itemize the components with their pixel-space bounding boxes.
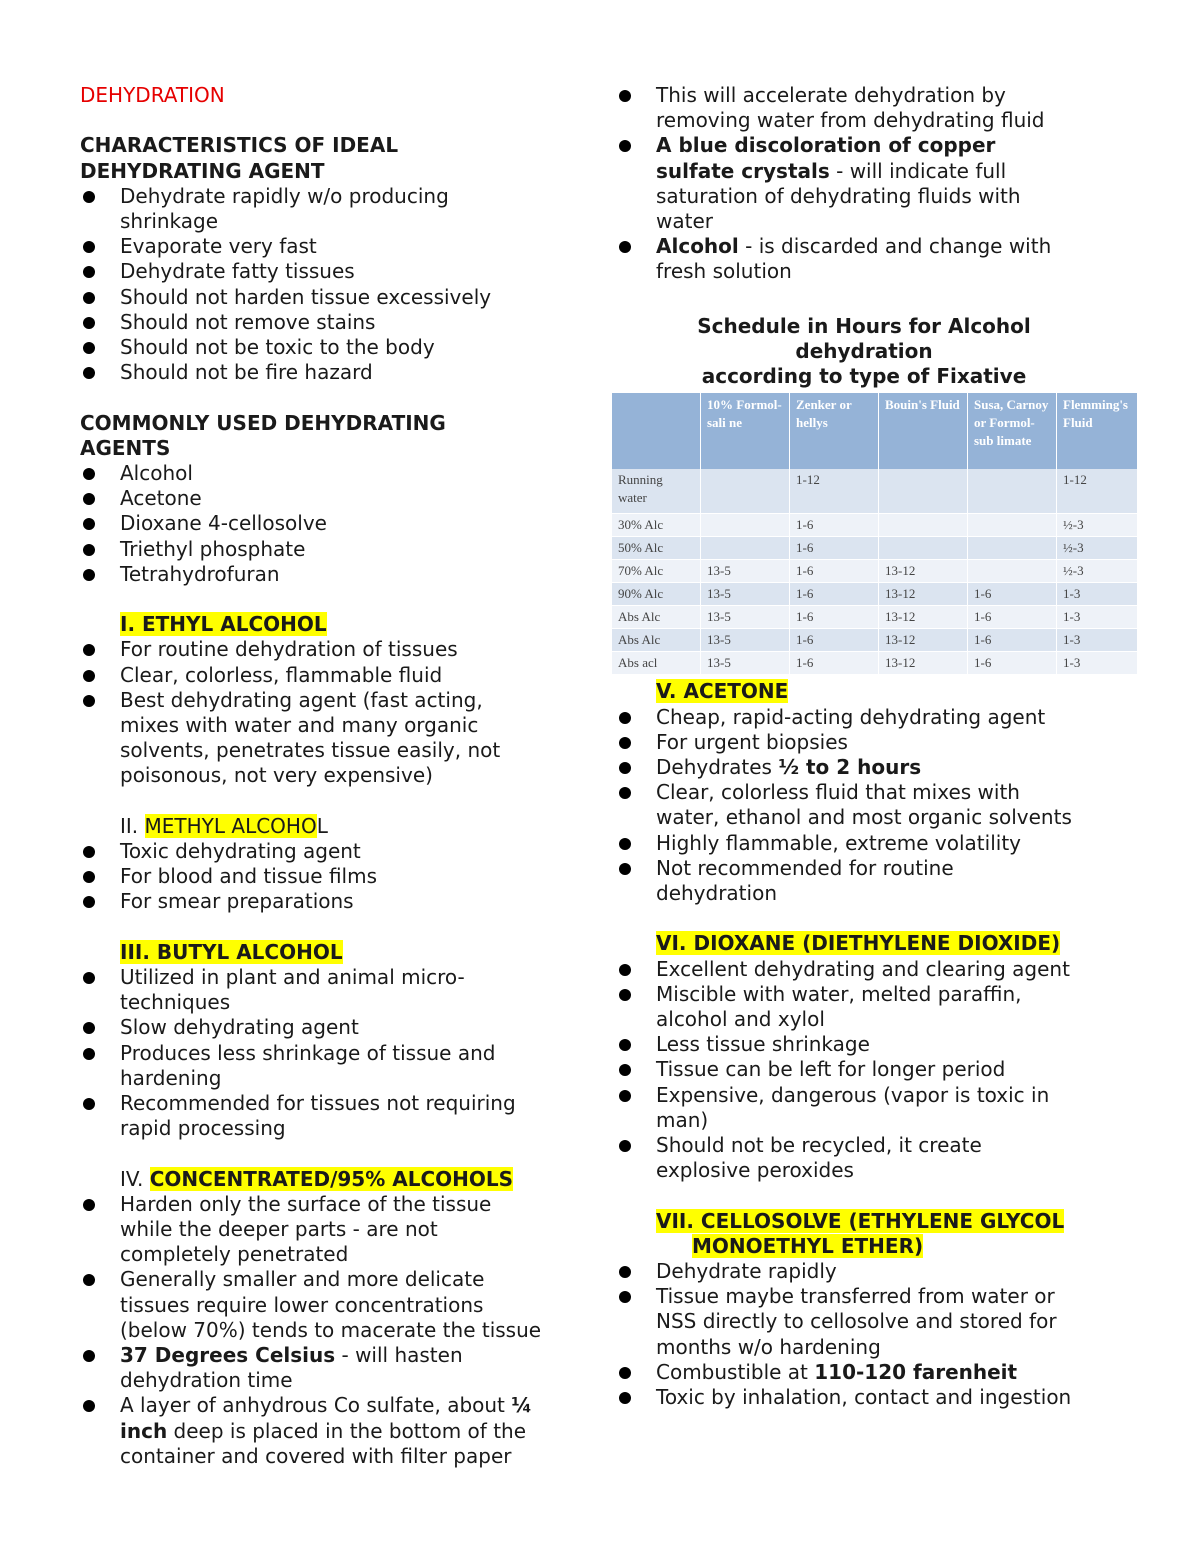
list-item: Tissue can be left for longer period [616,1057,1156,1082]
cellosolve-title: VII. CELLOSOLVE (ETHYLENE GLYCOL MONOETHYL ETHER) [656,1208,1065,1258]
table-cell: 13-12 [879,629,968,652]
ideal-agent-heading-line2: DEHYDRATING AGENT [80,158,325,183]
column-header: Flemming's Fluid [1057,393,1138,469]
table-row [612,560,1138,583]
table-cell: Abs Alc [612,606,701,629]
common-agents-list [80,461,590,587]
list-item: For urgent biopsies [616,730,1156,755]
acetone-title: V. ACETONE [656,679,789,704]
table-row [612,629,1138,652]
right-column [616,83,1156,1410]
list-item: Clear, colorless fluid that mixes with water, ethanol and most organic solvents [616,780,1156,830]
ideal-agent-heading-line1: CHARACTERISTICS OF IDEAL [80,133,399,158]
document-title: DEHYDRATION [80,83,225,107]
table-cell: 13-12 [879,583,968,606]
column-header: Susa, Carnoy or Formol-sub limate [968,393,1057,469]
list-item: For blood and tissue films [80,864,590,889]
table-header-row [612,393,1138,469]
list-item: Dehydrates ½ to 2 hours [616,755,1156,780]
table-title: Schedule in Hours for Alcohol dehydration according to type of Fixative [697,313,1031,389]
list-item: Slow dehydrating agent [80,1015,590,1040]
list-item: Miscible with water, melted paraffin, alcohol and xylol [616,982,1156,1032]
list-item: A blue discoloration of copper sulfate crystals - will indicate full saturation of dehydrating fluids with water [616,133,1156,234]
list-item: Highly flammable, extreme volatility [616,831,1156,856]
table-cell: 1-6 [968,629,1057,652]
list-item: This will accelerate dehydration by removing water from dehydrating fluid [616,83,1156,133]
table-cell [968,514,1057,537]
dehydration-notes-list [616,83,1156,285]
list-item: Produces less shrinkage of tissue and hardening [80,1041,590,1091]
table-cell: 1-6 [790,583,879,606]
list-item: Cheap, rapid-acting dehydrating agent [616,705,1156,730]
list-item: For routine dehydration of tissues [80,637,590,662]
table-cell: 30% Alc [612,514,701,537]
table-cell: ½-3 [1057,537,1138,560]
table-cell: 1-6 [790,652,879,675]
common-agents-heading-line2: AGENTS [80,435,171,460]
list-item: Alcohol - is discarded and change with fresh solution [616,234,1156,284]
column-header: Zenker or hellys [790,393,879,469]
table-cell: 70% Alc [612,560,701,583]
table-cell: 13-5 [701,606,790,629]
list-item: Dioxane 4-cellosolve [80,511,590,536]
list-item: For smear preparations [80,889,590,914]
list-item: A layer of anhydrous Co sulfate, about ¼ inch deep is placed in the bottom of the container and covered with filter paper [80,1393,590,1469]
list-item: Alcohol [80,461,590,486]
list-item: Combustible at 110-120 farenheit [616,1360,1156,1385]
table-cell: 1-6 [968,606,1057,629]
table-cell: 13-12 [879,652,968,675]
table-row [612,537,1138,560]
list-item: Evaporate very fast [80,234,590,259]
table-cell: 1-6 [968,583,1057,606]
list-item: Clear, colorless, flammable fluid [80,663,590,688]
list-item: Dehydrate fatty tissues [80,259,590,284]
table-cell: 13-5 [701,583,790,606]
list-item: Should not be fire hazard [80,360,590,385]
table-cell: 1-3 [1057,652,1138,675]
table-cell: 1-6 [790,629,879,652]
list-item: Recommended for tissues not requiring rapid processing [80,1091,590,1141]
table-row [612,469,1138,514]
list-item: Should not remove stains [80,310,590,335]
left-column [80,83,590,1469]
table-cell: ½-3 [1057,560,1138,583]
table-cell [701,537,790,560]
table-cell [879,469,968,514]
butyl-alcohol-title: III. BUTYL ALCOHOL [120,939,343,964]
table-row [612,606,1138,629]
table-cell: 1-3 [1057,629,1138,652]
table-cell [968,537,1057,560]
dioxane-title: VI. DIOXANE (DIETHYLENE DIOXIDE) [656,931,1061,956]
common-agents-heading-line1: COMMONLY USED DEHYDRATING [80,410,446,435]
list-item: Expensive, dangerous (vapor is toxic in man) [616,1083,1156,1133]
concentrated-alcohols-title: IV. CONCENTRATED/95% ALCOHOLS [120,1166,514,1191]
list-item: Not recommended for routine dehydration [616,856,1156,906]
list-item: 37 Degrees Celsius - will hasten dehydration time [80,1343,590,1393]
list-item: Dehydrate rapidly w/o producing shrinkage [80,184,590,234]
table-cell: 1-6 [968,652,1057,675]
list-item: Harden only the surface of the tissue while the deeper parts - are not completely penetrated [80,1192,590,1268]
list-item: Utilized in plant and animal micro- techniques [80,965,590,1015]
methyl-alcohol-list [80,839,590,915]
list-item: Toxic by inhalation, contact and ingestion [616,1385,1156,1410]
table-cell: 1-6 [790,537,879,560]
concentrated-alcohols-list [80,1192,590,1469]
table-cell [968,560,1057,583]
table-cell [879,514,968,537]
table-cell: 1-6 [790,514,879,537]
methyl-alcohol-title: II. METHYL ALCOHOL [120,813,328,838]
list-item: Less tissue shrinkage [616,1032,1156,1057]
table-cell: Running water [612,469,701,514]
table-cell: 1-3 [1057,583,1138,606]
table-cell [701,514,790,537]
ethyl-alcohol-title: I. ETHYL ALCOHOL [120,612,327,637]
cellosolve-list [616,1259,1156,1410]
ethyl-alcohol-list [80,637,590,788]
table-row [612,514,1138,537]
table-row [612,583,1138,606]
table-cell: 50% Alc [612,537,701,560]
schedule-table [612,393,1138,675]
table-cell: 1-6 [790,606,879,629]
table-cell: 13-12 [879,606,968,629]
table-cell: 13-12 [879,560,968,583]
table-cell [879,537,968,560]
dioxane-list [616,957,1156,1184]
list-item: Should not be recycled, it create explosive peroxides [616,1133,1156,1183]
list-item: Toxic dehydrating agent [80,839,590,864]
list-item: Triethyl phosphate [80,537,590,562]
table-cell: 13-5 [701,629,790,652]
table-cell: 1-3 [1057,606,1138,629]
table-cell: 13-5 [701,560,790,583]
list-item: Should not harden tissue excessively [80,285,590,310]
list-item: Best dehydrating agent (fast acting, mixes with water and many organic solvents, penetrates tissue easily, not poisonous, not very expensive) [80,688,590,789]
table-cell: 1-6 [790,560,879,583]
table-cell: ½-3 [1057,514,1138,537]
list-item: Should not be toxic to the body [80,335,590,360]
ideal-agent-list [80,184,590,386]
list-item: Excellent dehydrating and clearing agent [616,957,1156,982]
column-header: 10% Formol-sali ne [701,393,790,469]
table-cell: Abs acl [612,652,701,675]
column-header [612,393,701,469]
list-item: Tissue maybe transferred from water or NSS directly to cellosolve and stored for months w/o hardening [616,1284,1156,1360]
table-cell: Abs Alc [612,629,701,652]
list-item: Dehydrate rapidly [616,1259,1156,1284]
acetone-list [616,705,1156,907]
table-cell: 13-5 [701,652,790,675]
list-item: Generally smaller and more delicate tissues require lower concentrations (below 70%) tends to macerate the tissue [80,1267,590,1343]
table-cell: 1-12 [790,469,879,514]
list-item: Tetrahydrofuran [80,562,590,587]
table-cell: 1-12 [1057,469,1138,514]
list-item: Acetone [80,486,590,511]
table-cell [701,469,790,514]
column-header: Bouin's Fluid [879,393,968,469]
table-row [612,652,1138,675]
table-cell [968,469,1057,514]
butyl-alcohol-list [80,965,590,1141]
table-cell: 90% Alc [612,583,701,606]
